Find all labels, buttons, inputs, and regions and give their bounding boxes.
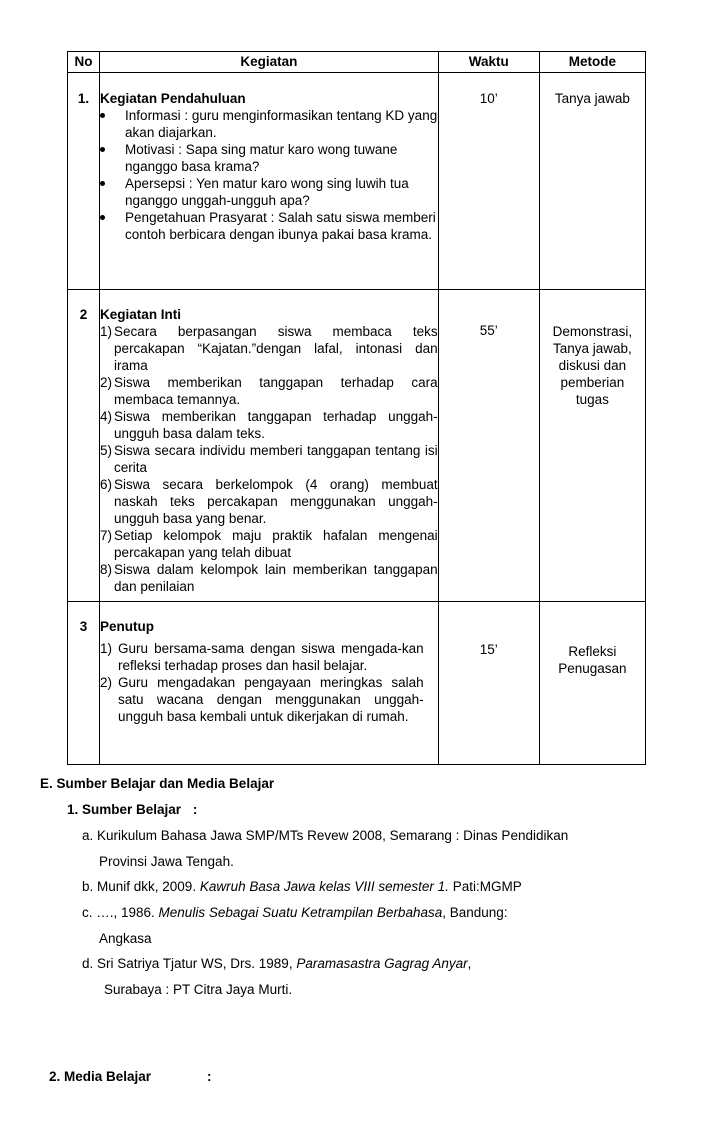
bullet-icon <box>100 215 105 220</box>
list-item <box>100 561 438 595</box>
list-item-text: Apersepsi : Yen matur karo wong sing luwih tua nganggo unggah-ungguh apa? <box>125 176 409 208</box>
reference-d-comma: , <box>467 956 472 971</box>
activity-cell <box>100 73 439 290</box>
time-cell <box>438 602 539 765</box>
list-item-text: Guru bersama-sama dengan siswa mengada-kan refleksi terhadap proses dan hasil belajar. <box>118 641 424 673</box>
section-heading: E. Sumber Belajar dan Media Belajar <box>40 776 275 791</box>
item-number: 1) <box>100 324 113 339</box>
row-number <box>68 290 100 602</box>
subsection-colon: : <box>207 1069 212 1084</box>
list-item <box>100 175 438 209</box>
item-number: 2) <box>100 375 113 390</box>
row-number-text: 3 <box>79 619 88 634</box>
reference-c-title: Menulis Sebagai Suatu Ketrampilan Berbahasa <box>158 905 443 920</box>
activity-numbered-list <box>100 640 438 725</box>
list-item <box>100 674 424 725</box>
method-value: Demonstrasi, Tanya jawab, diskusi dan pemberian tugas <box>552 324 633 407</box>
subsection-sumber-belajar <box>67 802 197 817</box>
activity-title: Penutup <box>100 619 155 634</box>
list-item-text: Informasi : guru menginformasikan tentang KD yang akan diajarkan. <box>125 108 438 140</box>
activity-bullet-list <box>100 107 438 243</box>
reference-d-title: Paramasastra Gagrag Anyar <box>296 956 468 971</box>
reference-c <box>82 905 508 920</box>
list-item <box>100 640 424 674</box>
row-number-text: 1. <box>77 91 90 106</box>
header-no: No <box>68 52 100 73</box>
item-number: 2) <box>100 675 113 690</box>
time-value: 10’ <box>479 91 498 106</box>
activity-cell <box>100 290 439 602</box>
activity-cell <box>100 602 439 765</box>
reference-a: a. Kurikulum Bahasa Jawa SMP/MTs Revew 2008, Semarang : Dinas Pendidikan <box>82 828 569 843</box>
reference-c-author: c. …., 1986. <box>82 905 159 920</box>
subsection-title: 1. Sumber Belajar <box>67 802 182 817</box>
subsection-colon: : <box>192 802 198 817</box>
header-metode: Metode <box>539 52 645 73</box>
list-item-text: Siswa secara individu memberi tanggapan tentang isi cerita <box>114 443 438 475</box>
list-item <box>100 374 438 408</box>
method-cell <box>539 290 645 602</box>
subsection-media-belajar <box>49 1069 212 1084</box>
activity-title: Kegiatan Pendahuluan <box>100 91 246 106</box>
list-item <box>100 442 438 476</box>
activity-title: Kegiatan Inti <box>100 307 182 322</box>
list-item-text: Motivasi : Sapa sing matur karo wong tuwane nganggo basa krama? <box>125 142 398 174</box>
time-cell <box>438 290 539 602</box>
reference-a-cont: Provinsi Jawa Tengah. <box>99 854 234 869</box>
subsection-title: 2. Media Belajar <box>49 1069 152 1084</box>
method-cell <box>539 73 645 290</box>
method-value: Tanya jawab <box>554 91 630 106</box>
reference-c-cont: Angkasa <box>99 931 152 946</box>
reference-b-author: b. Munif dkk, 2009. <box>82 879 200 894</box>
bullet-icon <box>100 147 105 152</box>
table-row <box>68 73 646 290</box>
reference-b-title: Kawruh Basa Jawa kelas VIII semester 1. <box>199 879 449 894</box>
list-item <box>100 527 438 561</box>
row-number-text: 2 <box>79 307 88 322</box>
reference-b <box>82 879 522 894</box>
item-number: 6) <box>100 477 113 492</box>
reference-b-publisher: Pati:MGMP <box>448 879 522 894</box>
item-number: 7) <box>100 528 113 543</box>
row-number <box>68 602 100 765</box>
list-item <box>100 107 438 141</box>
list-item <box>100 209 438 243</box>
list-item-text: Setiap kelompok maju praktik hafalan mengenai percakapan yang telah dibuat <box>114 528 438 560</box>
item-number: 8) <box>100 562 113 577</box>
reference-c-publisher: , Bandung: <box>442 905 508 920</box>
item-number: 4) <box>100 409 113 424</box>
table-row <box>68 602 646 765</box>
table-row <box>68 290 646 602</box>
list-item <box>100 323 438 374</box>
activity-numbered-list <box>100 323 438 595</box>
lesson-activity-table <box>67 51 646 765</box>
row-number <box>68 73 100 290</box>
header-kegiatan: Kegiatan <box>100 52 439 73</box>
list-item <box>100 476 438 527</box>
reference-d-cont: Surabaya : PT Citra Jaya Murti. <box>104 982 293 997</box>
list-item <box>100 408 438 442</box>
reference-d <box>82 956 471 971</box>
method-cell <box>539 602 645 765</box>
list-item-text: Siswa dalam kelompok lain memberikan tanggapan dan penilaian <box>114 562 438 594</box>
list-item-text: Siswa memberikan tanggapan terhadap cara membaca temannya. <box>114 375 438 407</box>
reference-d-author: d. Sri Satriya Tjatur WS, Drs. 1989, <box>82 956 297 971</box>
method-value: Refleksi Penugasan <box>558 644 627 676</box>
time-value: 15’ <box>479 642 498 657</box>
list-item <box>100 141 438 175</box>
table-header-row <box>68 52 646 73</box>
list-item-text: Secara berpasangan siswa membaca teks percakapan “Kajatan.”dengan lafal, intonasi dan irama <box>114 324 438 373</box>
list-item-text: Pengetahuan Prasyarat : Salah satu siswa memberi contoh berbicara dengan ibunya pakai basa krama. <box>125 210 436 242</box>
list-item-text: Siswa secara berkelompok (4 orang) membuat naskah teks percakapan menggunakan unggah-ungguh basa yang benar. <box>114 477 438 526</box>
list-item-text: Siswa memberikan tanggapan terhadap unggah-ungguh basa dalam teks. <box>114 409 438 441</box>
bullet-icon <box>100 113 105 118</box>
item-number: 5) <box>100 443 113 458</box>
item-number: 1) <box>100 641 113 656</box>
bullet-icon <box>100 181 105 186</box>
list-item-text: Guru mengadakan pengayaan meringkas salah satu wacana dengan menggunakan unggah-ungguh basa kembali untuk dikerjakan di rumah. <box>118 675 424 724</box>
time-cell <box>438 73 539 290</box>
header-waktu: Waktu <box>438 52 539 73</box>
time-value: 55’ <box>479 323 498 338</box>
